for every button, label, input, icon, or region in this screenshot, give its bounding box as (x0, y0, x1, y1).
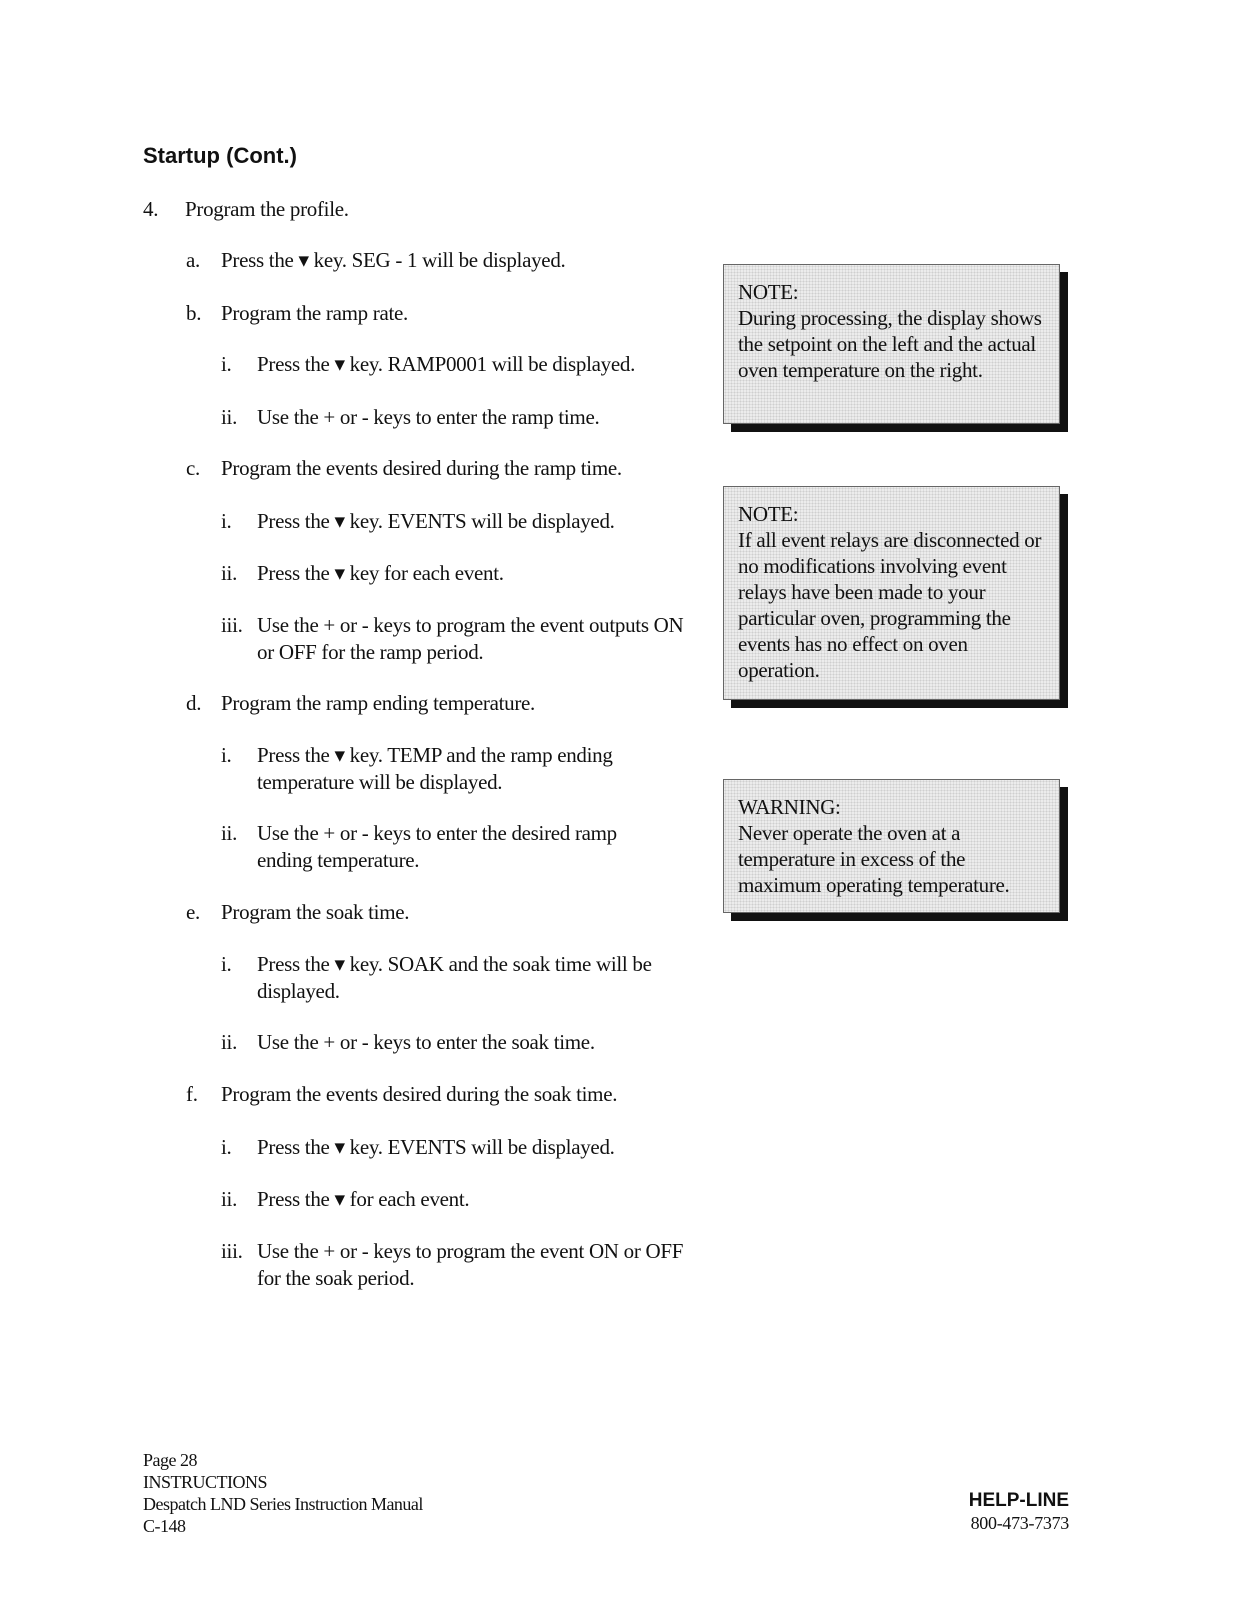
item-letter: e. (186, 900, 200, 924)
item-text: Program the ramp ending temperature. (221, 691, 536, 715)
subitem-text: Press the ▾ for each event. (257, 1187, 470, 1211)
warning-body: Never operate the oven at a temperature in excess of the maximum operating temperature. (738, 821, 1010, 897)
note-box-event-relays (723, 486, 1060, 700)
helpline (969, 1490, 1069, 1534)
subitem-numeral: iii. (221, 1239, 243, 1263)
item-e-i (221, 951, 701, 1007)
helpline-number: 800-473-7373 (970, 1513, 1069, 1533)
item-letter: d. (186, 691, 202, 715)
item-text: Program the events desired during the ramp time. (221, 456, 622, 480)
note-title: NOTE: (738, 502, 799, 526)
subitem-numeral: ii. (221, 821, 238, 845)
subitem-text: Use the + or - keys to enter the soak time. (257, 1030, 595, 1054)
item-text: Program the soak time. (221, 900, 410, 924)
item-letter: f. (186, 1082, 198, 1106)
manual-title: Despatch LND Series Instruction Manual (143, 1494, 423, 1514)
footer-info (143, 1449, 423, 1537)
page-number: Page 28 (143, 1450, 197, 1470)
subitem-text: Press the ▾ key. EVENTS will be displayed. (257, 1135, 615, 1159)
subitem-numeral: ii. (221, 405, 238, 429)
subitem-text: Press the ▾ key. EVENTS will be displayed. (257, 509, 615, 533)
item-letter: a. (186, 248, 200, 272)
subitem-text: Press the ▾ key for each event. (257, 561, 504, 585)
subitem-text: Press the ▾ key. SOAK and the soak time will be displayed. (257, 952, 652, 1003)
item-text: Program the ramp rate. (221, 301, 408, 325)
warning-title: WARNING: (738, 795, 841, 819)
helpline-label: HELP-LINE (968, 1490, 1069, 1511)
subitem-text: Use the + or - keys to program the event ON or OFF for the soak period. (257, 1239, 684, 1290)
subitem-text: Press the ▾ key. RAMP0001 will be displayed. (257, 352, 636, 376)
note-box-display (723, 264, 1060, 424)
subitem-numeral: i. (221, 743, 232, 767)
item-letter: b. (186, 301, 202, 325)
subitem-numeral: i. (221, 509, 232, 533)
note-title: NOTE: (738, 280, 799, 304)
item-d-i (221, 742, 681, 798)
section-heading: Startup (Cont.) (143, 143, 297, 168)
subitem-numeral: i. (221, 1135, 232, 1159)
item-c-iii (221, 612, 701, 668)
subitem-text: Use the + or - keys to program the event outputs ON or OFF for the ramp period. (257, 613, 684, 664)
item-text: Press the ▾ key. SEG - 1 will be displayed. (221, 248, 566, 272)
document-code: C-148 (143, 1516, 186, 1536)
warning-box-max-temperature (723, 779, 1060, 913)
item-f-iii (221, 1238, 701, 1294)
step-number: 4. (143, 197, 159, 221)
item-d-ii (221, 820, 681, 876)
subitem-text: Press the ▾ key. TEMP and the ramp ending temperature will be displayed. (257, 743, 613, 794)
subitem-numeral: i. (221, 952, 232, 976)
subitem-text: Use the + or - keys to enter the desired ramp ending temperature. (257, 821, 617, 872)
subitem-numeral: iii. (221, 613, 243, 637)
subitem-numeral: ii. (221, 561, 238, 585)
footer-section: INSTRUCTIONS (143, 1472, 268, 1492)
subitem-numeral: ii. (221, 1187, 238, 1211)
note-body: During processing, the display shows the setpoint on the left and the actual oven temperature on the right. (738, 306, 1042, 382)
subitem-numeral: i. (221, 352, 232, 376)
subitem-numeral: ii. (221, 1030, 238, 1054)
item-letter: c. (186, 456, 200, 480)
step-text: Program the profile. (185, 197, 349, 221)
note-body: If all event relays are disconnected or no modifications involving event relays have been made to your particular oven, programming the events has no effect on oven operation. (738, 528, 1042, 682)
subitem-text: Use the + or - keys to enter the ramp time. (257, 405, 600, 429)
item-text: Program the events desired during the soak time. (221, 1082, 618, 1106)
